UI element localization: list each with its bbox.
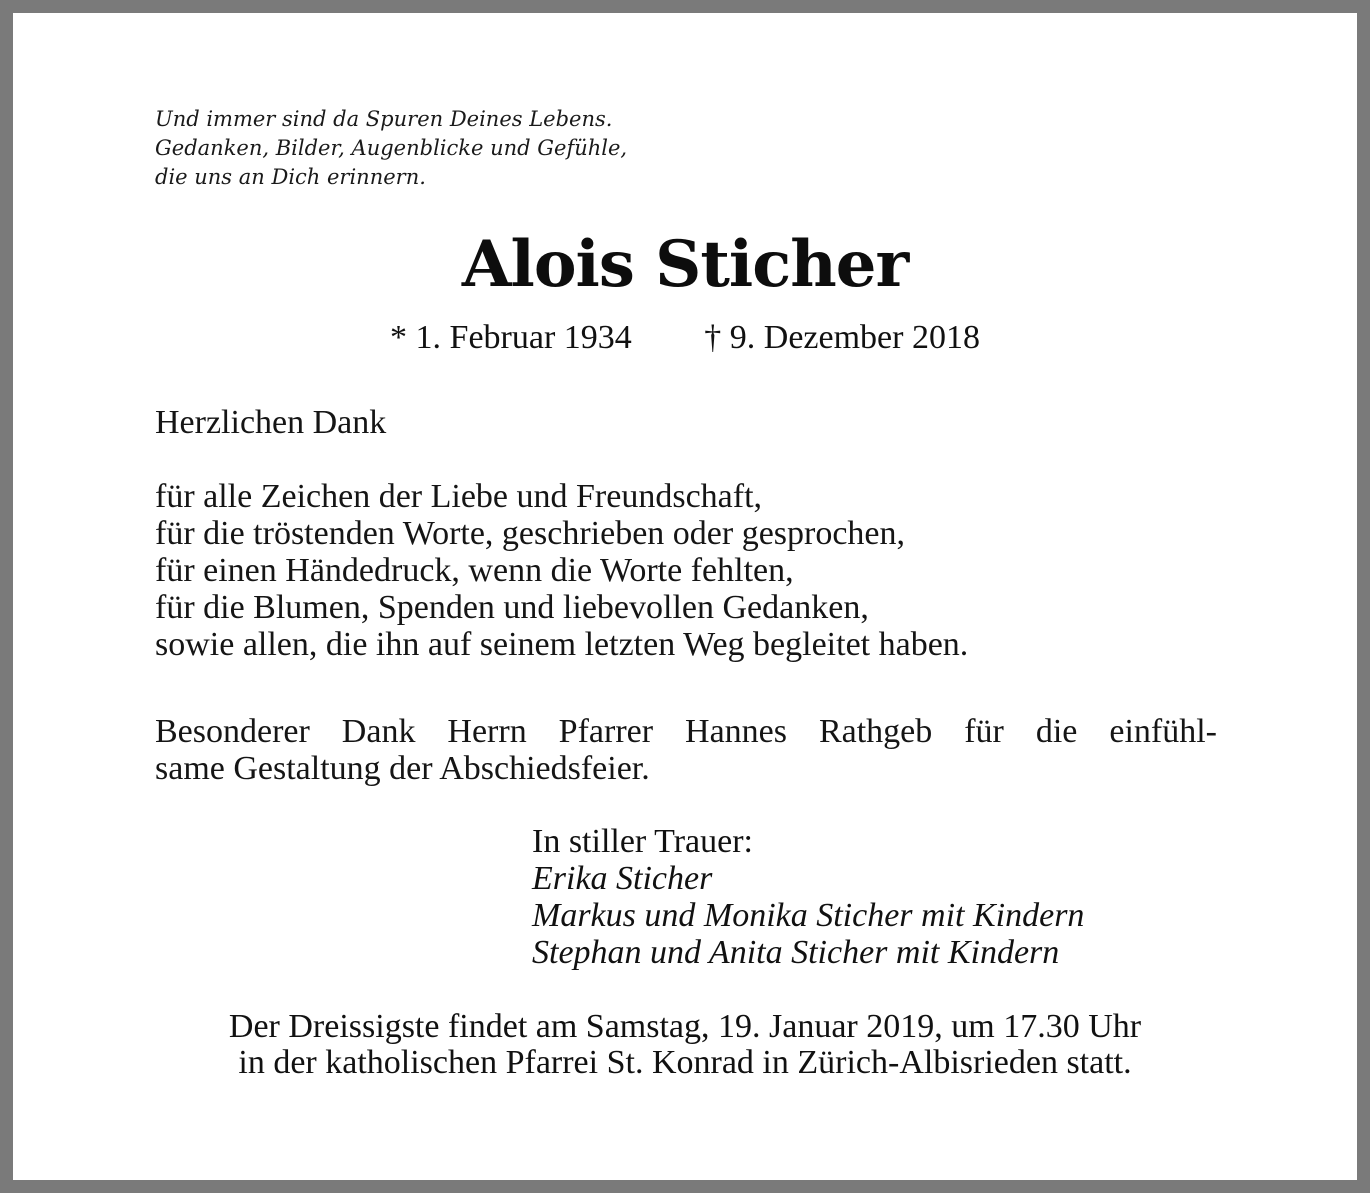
life-dates [13,316,1357,360]
obituary-card [13,13,1357,1180]
death-date: † 9. Dezember 2018 [704,319,980,356]
mourning-label: In stiller Trauer: [532,823,753,860]
service-notice [13,1009,1357,1081]
thanks-line: für alle Zeichen der Liebe und Freundschaft, [155,478,763,515]
mourner-name: Erika Sticher [532,860,713,897]
thanks-line: sowie allen, die ihn auf seinem letzten Weg begleitet haben. [155,626,969,663]
motto-line: die uns an Dich erinnern. [155,165,426,189]
motto-quote [155,105,627,192]
notice-line: Der Dreissigste findet am Samstag, 19. Januar 2019, um 17.30 Uhr [228,1008,1142,1045]
deceased-name: Alois Sticher [461,227,909,302]
birth-date: * 1. Februar 1934 [390,319,632,356]
mourner-name: Stephan und Anita Sticher mit Kindern [532,934,1060,971]
motto-line: Gedanken, Bilder, Augenblicke und Gefühle, [155,136,628,160]
special-thanks [155,713,1217,787]
thanks-line: für die Blumen, Spenden und liebevollen Gedanken, [155,589,869,626]
thanks-heading: Herzlichen Dank [155,404,387,441]
special-thanks-line: same Gestaltung der Abschiedsfeier. [155,750,650,787]
notice-line: in der katholischen Pfarrei St. Konrad in Zürich-Albisrieden statt. [238,1044,1132,1081]
thanks-list [155,478,968,663]
motto-line: Und immer sind da Spuren Deines Lebens. [155,107,613,131]
mourners-list [532,860,1084,971]
thanks-line: für einen Händedruck, wenn die Worte fehlten, [155,552,794,589]
special-thanks-line: Besonderer Dank Herrn Pfarrer Hannes Rathgeb für die einfühl- [155,713,1217,750]
thanks-line: für die tröstenden Worte, geschrieben oder gesprochen, [155,515,906,552]
mourner-name: Markus und Monika Sticher mit Kindern [532,897,1085,934]
